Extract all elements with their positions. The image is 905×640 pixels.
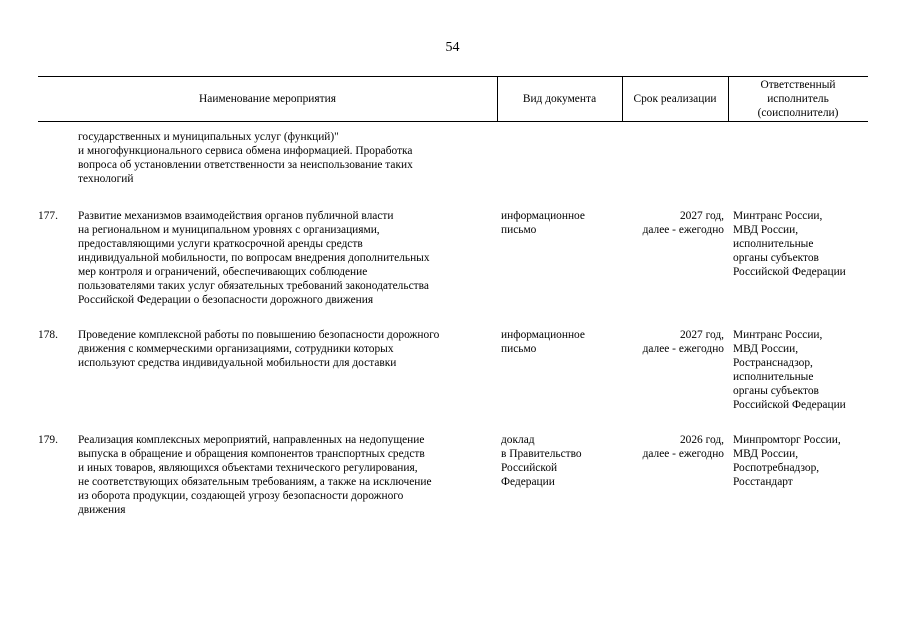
row-name: Реализация комплексных мероприятий, направленных на недопущение выпуска в обращение и обращения компонентов транспортных средств и иных товаров, являющихся объектами технического регулирования, не соответствующих обязательным требованиям, а также на исключение из оборота продукции, создающей угрозу безопасности дорожного движения <box>78 434 432 516</box>
header-term <box>622 76 728 121</box>
row-responsible: Минпромторг России, МВД России, Роспотребнадзор, Росстандарт <box>733 434 841 488</box>
row-term: 2026 год, далее - ежегодно <box>642 434 724 460</box>
row-doc-type: доклад в Правительство Российской Федерации <box>501 434 582 488</box>
row-term: 2027 год, далее - ежегодно <box>642 329 724 355</box>
table-header-rule <box>38 121 868 122</box>
row-responsible: Минтранс России, МВД России, исполнительные органы субъектов Российской Федерации <box>733 210 846 278</box>
header-responsible <box>728 76 868 121</box>
continuation-text: государственных и муниципальных услуг (функций)" и многофункционального сервиса обмена информацией. Проработка вопроса об установлении ответственности за неиспользование таких технологий <box>78 131 413 185</box>
row-number: 177. <box>38 210 58 222</box>
row-doc-type: информационное письмо <box>501 210 585 236</box>
header-doc-type <box>497 76 622 121</box>
row-term: 2027 год, далее - ежегодно <box>642 210 724 236</box>
header-responsible-label: Ответственный исполнитель (соисполнители) <box>757 78 839 119</box>
header-name <box>38 76 497 121</box>
page-number: 54 <box>445 40 460 55</box>
row-name: Проведение комплексной работы по повышению безопасности дорожного движения с коммерческими организациями, сотрудники которых используют средства индивидуальной мобильности для доставки <box>78 329 440 369</box>
row-number: 179. <box>38 434 58 446</box>
header-name-label: Наименование мероприятия <box>199 92 336 105</box>
row-name: Развитие механизмов взаимодействия органов публичной власти на региональном и муниципальном уровнях с организациями, предоставляющими услуги краткосрочной аренды средств индивидуальной мобильности, по вопросам внедрения дополнительных мер контроля и ограничений, обеспечивающих соблюдение пользователями таких услуг обязательных требований законодательства Российской Федерации о безопасности дорожного движения <box>78 210 430 306</box>
row-doc-type: информационное письмо <box>501 329 585 355</box>
header-doc-type-label: Вид документа <box>522 92 597 105</box>
row-responsible: Минтранс России, МВД России, Ространснадзор, исполнительные органы субъектов Российской Федерации <box>733 329 846 411</box>
row-number: 178. <box>38 329 58 341</box>
header-term-label: Срок реализации <box>633 92 717 105</box>
